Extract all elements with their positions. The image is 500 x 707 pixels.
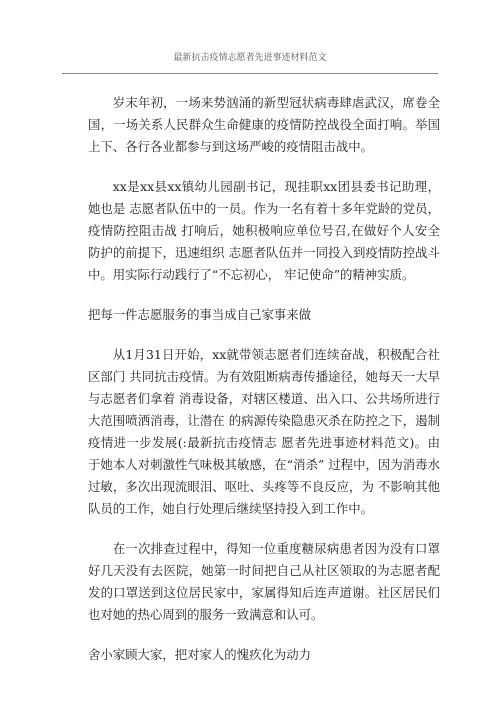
section-heading-family: 舍小家顾大家，把对家人的愧疚化为动力 (88, 647, 312, 662)
paragraph-intro: 岁末年初，一场来势汹涌的新型冠状病毒肆虐武汉，席卷全国，一场关系人民群众生命健康的疫情防控战役全面打响。举国上下、各行各业都参与到这场严峻的疫情阻击战中。 (88, 95, 440, 154)
document-body (88, 92, 440, 684)
page-header-title: 最新抗击疫情志愿者先进事迹材料范文 (173, 53, 327, 63)
paragraph-masks: 在一次排查过程中，得知一位重度糖尿病患者因为没有口罩好几天没有去医院，她第一时间把自己从社区领取的为志愿者配发的口罩送到这位居民家中，家属得知后连声道谢。社区居民们也对她的热心周到的服务一致满意和认可。 (88, 541, 440, 622)
header-divider (62, 73, 438, 74)
paragraph-disinfection: 从1月31日开始，xx就带领志愿者们连续奋战，积极配合社区部门 共同抗击疫情。为有效阻断病毒传播途径，她每天一大早与志愿者们拿着 消毒设备，对辖区楼道、出入口、公共场所进行大范围喷洒消毒，让潜在 的病源传染隐患灭杀在防控之下，遏制疫情进一步发展(:最新抗击疫情志 愿者先进事迹材料范文)。由于她本人对刺激性气味极其敏感，在“消杀” 过程中，因为消毒水过敏，多次出现流眼泪、呕吐、头疼等不良反应，为 不影响其他队员的工作，她自行处理后继续坚持投入到工作中。 (88, 347, 440, 516)
section-heading-service: 把每一件志愿服务的事当成自己家事来做 (88, 307, 312, 322)
paragraph-profile: xx是xx县xx镇幼儿园副书记，现挂职xx团县委书记助理，她也是 志愿者队伍中的一员。作为一名有着十多年党龄的党员，疫情防控阻击战 打响后，她积极响应单位号召,在做好个人安全防护的前提下，迅速组织 志愿者队伍并一同投入到疫情防控战斗中。用实际行动践行了“不忘初心， 牢记使命”的精神实质。 (88, 179, 440, 282)
